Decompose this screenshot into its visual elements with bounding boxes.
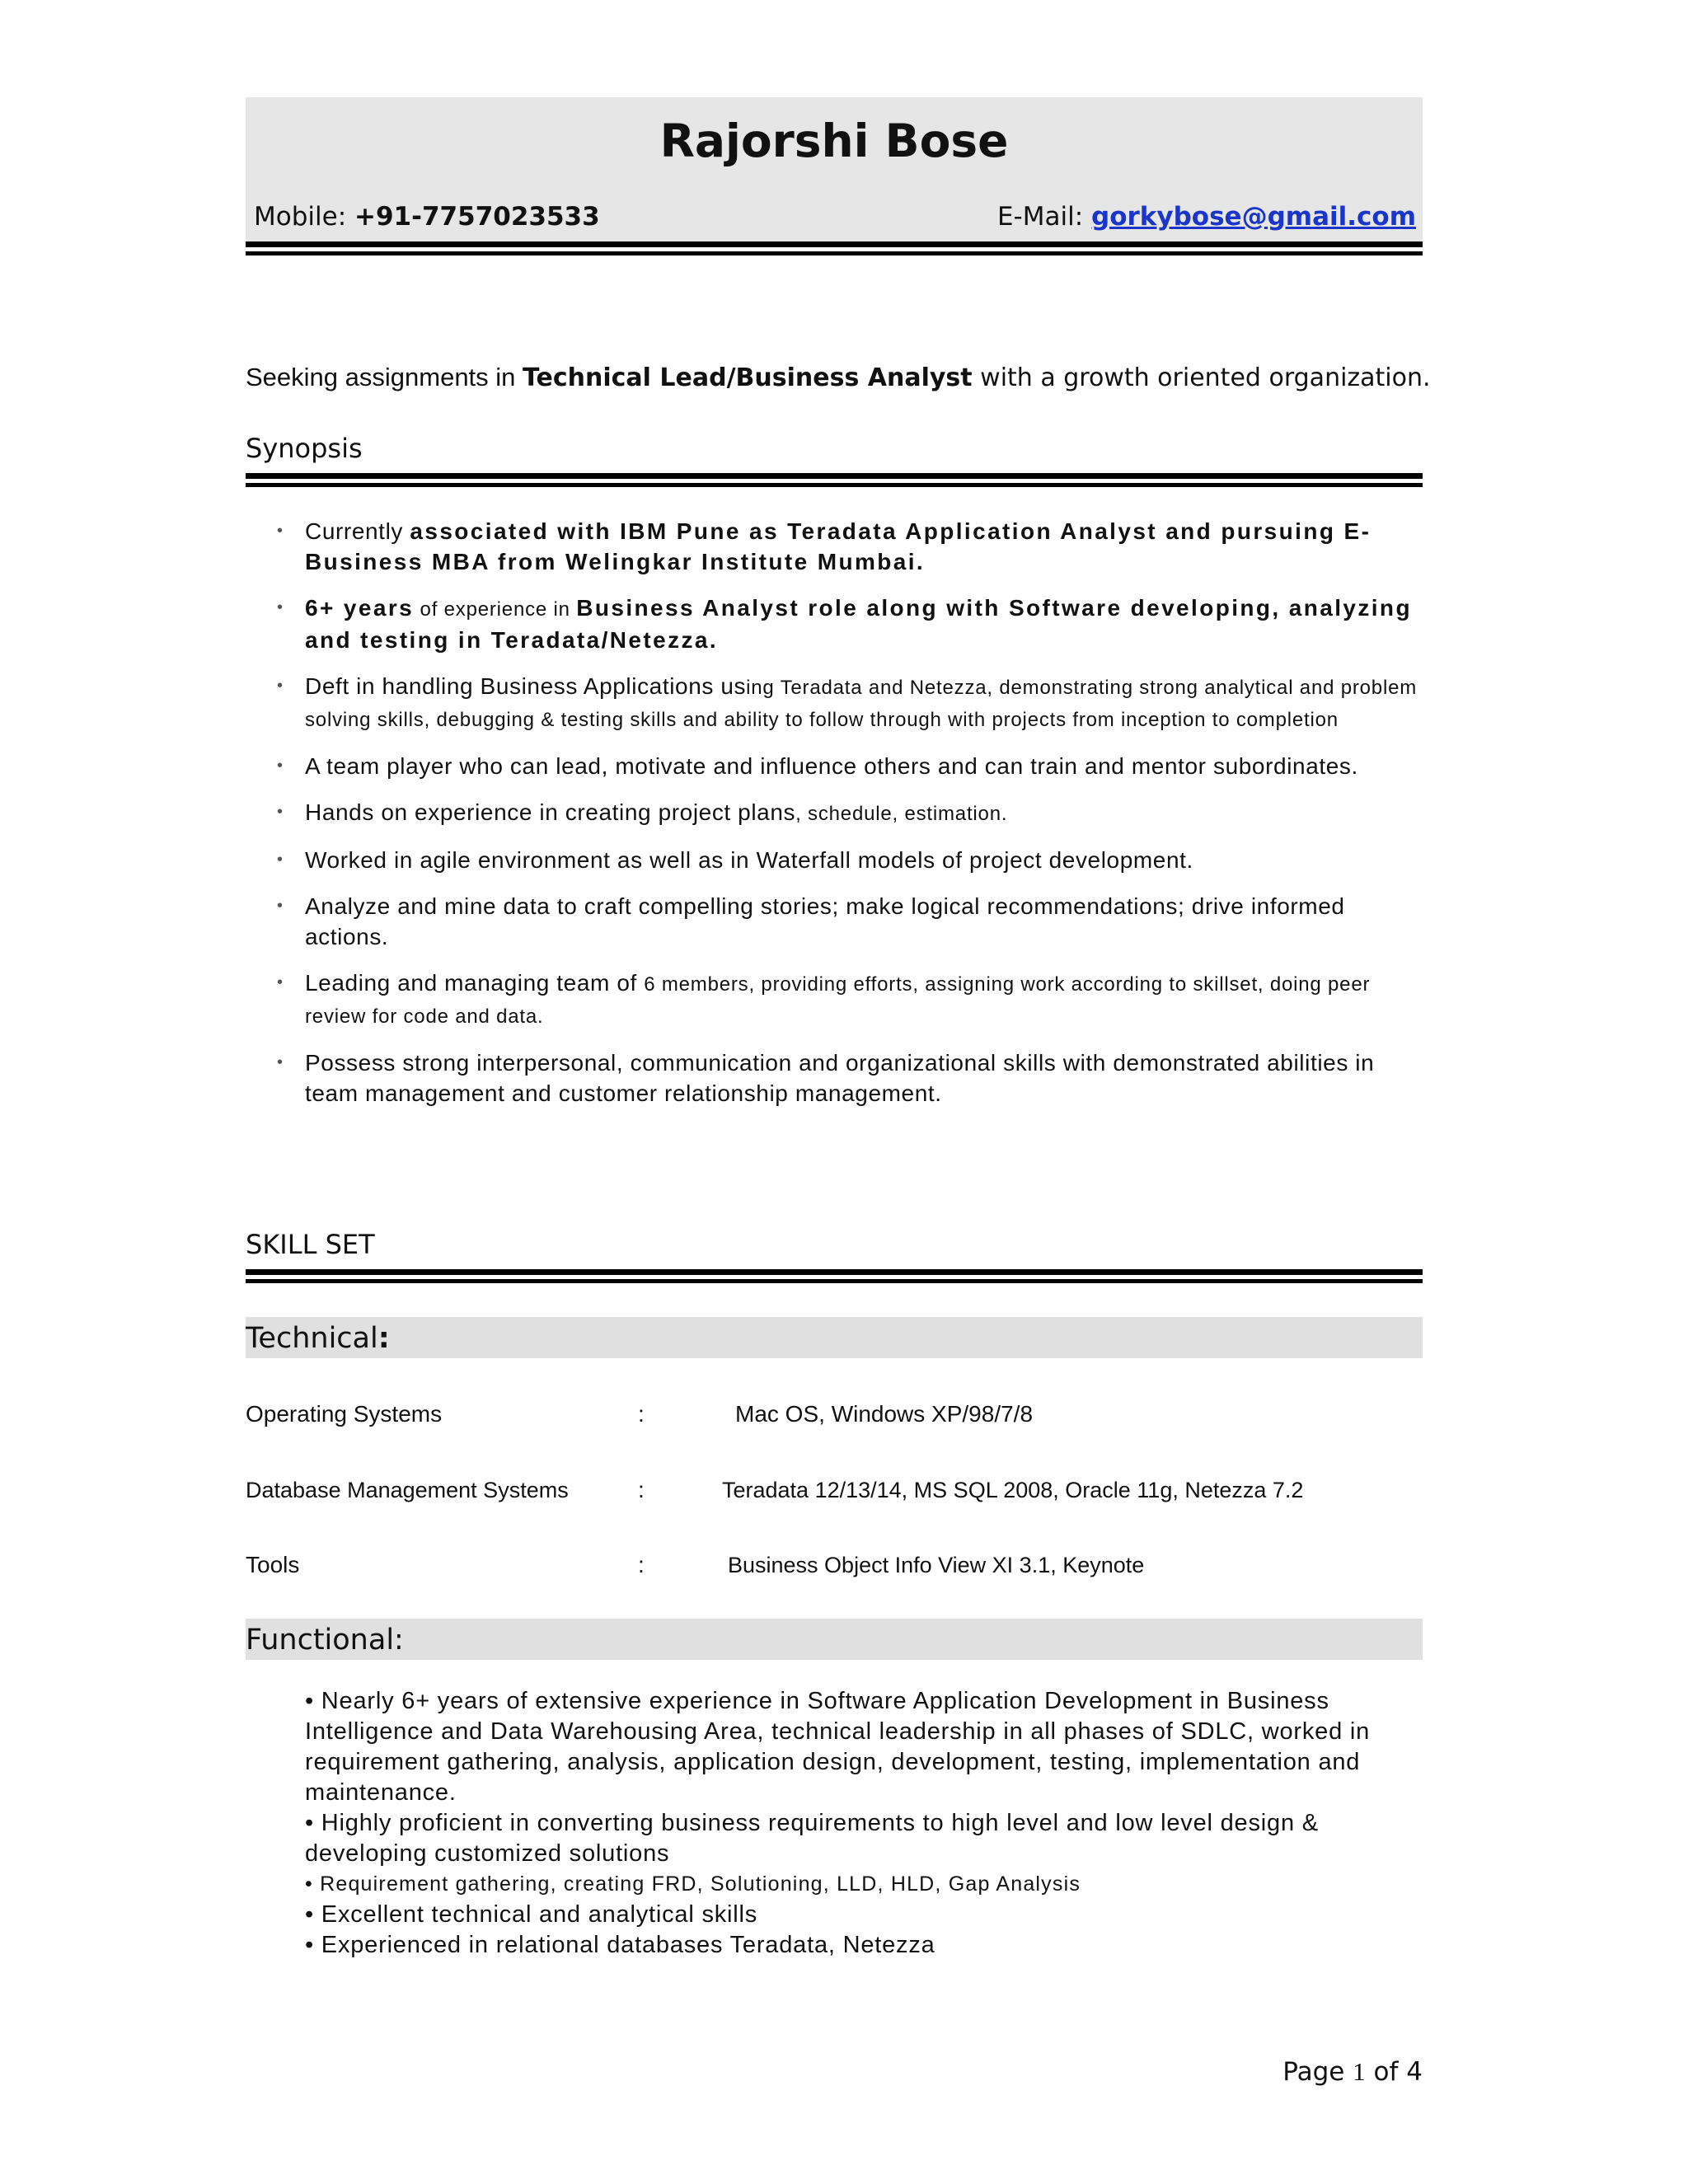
- skillset-section: [246, 1228, 1423, 1284]
- header-divider: [246, 241, 1423, 256]
- skill-colon: :: [638, 1552, 645, 1577]
- synopsis-text: , schedule, estimation.: [795, 803, 1008, 825]
- synopsis-text: Leading and managing team of: [305, 970, 645, 996]
- functional-list: [305, 1686, 1423, 1961]
- functional-item: • Highly proficient in converting business requirements to high level and low level design & developing customized solutions: [305, 1810, 1319, 1867]
- synopsis-text: Possess strong interpersonal, communication and organizational skills with demonstrated abilities in team management and customer relationship management.: [305, 1050, 1375, 1106]
- skillset-divider: [246, 1269, 1423, 1284]
- page-number: [1282, 2057, 1423, 2087]
- skill-label: Tools: [246, 1552, 300, 1577]
- synopsis-text: ing Teradata and Netezza, demonstrating strong analytical and problem solving skills, debugging & testing skills and ability to follow through with projects from inception to completion: [305, 677, 1418, 731]
- synopsis-text: Currently: [305, 518, 410, 544]
- bullet-icon: •: [277, 522, 284, 540]
- functional-label: Functional:: [246, 1624, 404, 1657]
- skill-label: Operating Systems: [246, 1401, 443, 1427]
- functional-item: • Nearly 6+ years of extensive experience in Software Application Development in Business Intelligence and Data Warehousing Area, technical leadership in all phases of SDLC, worked in requirement gathering, analysis, application design, development, testing, implementation and maintenance.: [305, 1688, 1371, 1806]
- synopsis-item: [246, 845, 1423, 875]
- objective-line: [246, 361, 1431, 395]
- technical-colon: :: [377, 1322, 390, 1355]
- resume-header: [246, 97, 1423, 241]
- bullet-icon: •: [277, 973, 284, 991]
- synopsis-item: [246, 891, 1423, 952]
- mobile-label: Mobile:: [254, 202, 354, 232]
- skill-colon: :: [638, 1477, 645, 1502]
- skill-label: Database Management Systems: [246, 1478, 569, 1502]
- bullet-icon: •: [277, 598, 284, 616]
- synopsis-text: 6+ years: [305, 595, 415, 621]
- mobile-contact: [254, 200, 600, 233]
- synopsis-list: [246, 516, 1423, 1108]
- bullet-icon: •: [277, 757, 284, 775]
- functional-subheading: [246, 1619, 1423, 1660]
- resume-page: [246, 97, 1431, 1958]
- synopsis-text: A team player who can lead, motivate and influence others and can train and mentor subordinates.: [305, 753, 1358, 779]
- synopsis-text: Hands on experience in creating project plans: [305, 799, 796, 825]
- skill-value: Teradata 12/13/14, MS SQL 2008, Oracle 11g, Netezza 7.2: [722, 1478, 1304, 1502]
- synopsis-text: Analyze and mine data to craft compelling stories; make logical recommendations; drive informed actions.: [305, 893, 1345, 949]
- synopsis-item: [246, 671, 1423, 735]
- page-mid: of: [1365, 2057, 1407, 2087]
- page-total: 4: [1406, 2057, 1423, 2087]
- email-label: E-Mail:: [996, 202, 1092, 232]
- skill-colon: :: [638, 1401, 645, 1427]
- page-prefix: Page: [1282, 2057, 1353, 2087]
- synopsis-item: [246, 593, 1423, 655]
- bullet-icon: •: [277, 803, 284, 821]
- synopsis-text: Worked in agile environment as well as in Waterfall models of project development.: [305, 847, 1193, 873]
- synopsis-item: [246, 797, 1423, 829]
- synopsis-section: [246, 432, 1423, 1124]
- synopsis-text: Deft in handling Business Applications us: [305, 673, 747, 699]
- synopsis-text: 6 members, providing efforts, assigning work according to skillset, doing peer review for code and data.: [305, 973, 1371, 1028]
- skillset-title: SKILL SET: [246, 1229, 375, 1260]
- bullet-icon: •: [277, 851, 284, 869]
- candidate-name: Rajorshi Bose: [659, 115, 1009, 167]
- email-link[interactable]: gorkybose@gmail.com: [1091, 202, 1416, 232]
- skill-value: Business Object Info View XI 3.1, Keynote: [728, 1553, 1145, 1577]
- synopsis-text: associated with IBM Pune as Teradata Application Analyst and pursuing E-Business MBA from Welingkar Institute Mumbai.: [305, 518, 1372, 574]
- objective-prefix: Seeking assignments in: [246, 363, 523, 391]
- technical-label: Technical: [246, 1322, 378, 1355]
- synopsis-item: [246, 968, 1423, 1032]
- synopsis-title: Synopsis: [246, 433, 363, 464]
- mobile-number: +91-7757023533: [354, 202, 600, 232]
- technical-subheading: [246, 1317, 1423, 1358]
- objective-role: Technical Lead/Business Analyst: [523, 363, 973, 392]
- page-current: 1: [1353, 2057, 1366, 2086]
- bullet-icon: •: [277, 677, 284, 695]
- bullet-icon: •: [277, 1053, 284, 1071]
- synopsis-text: Business Analyst role along with Software developing, analyzing and testing in Teradata/Netezza.: [305, 595, 1412, 653]
- skill-value: Mac OS, Windows XP/98/7/8: [735, 1401, 1034, 1427]
- email-contact: [997, 200, 1416, 233]
- synopsis-item: [246, 751, 1423, 781]
- synopsis-item: [246, 1047, 1423, 1108]
- functional-item: • Requirement gathering, creating FRD, Solutioning, LLD, HLD, Gap Analysis: [305, 1872, 1081, 1896]
- synopsis-text: of experience in: [414, 598, 577, 621]
- synopsis-divider: [246, 473, 1423, 488]
- functional-item: • Excellent technical and analytical skills: [305, 1901, 758, 1928]
- bullet-icon: •: [277, 897, 284, 915]
- objective-suffix: with a growth oriented organization.: [972, 363, 1431, 392]
- synopsis-item: [246, 516, 1423, 577]
- functional-item: • Experienced in relational databases Teradata, Netezza: [305, 1932, 935, 1958]
